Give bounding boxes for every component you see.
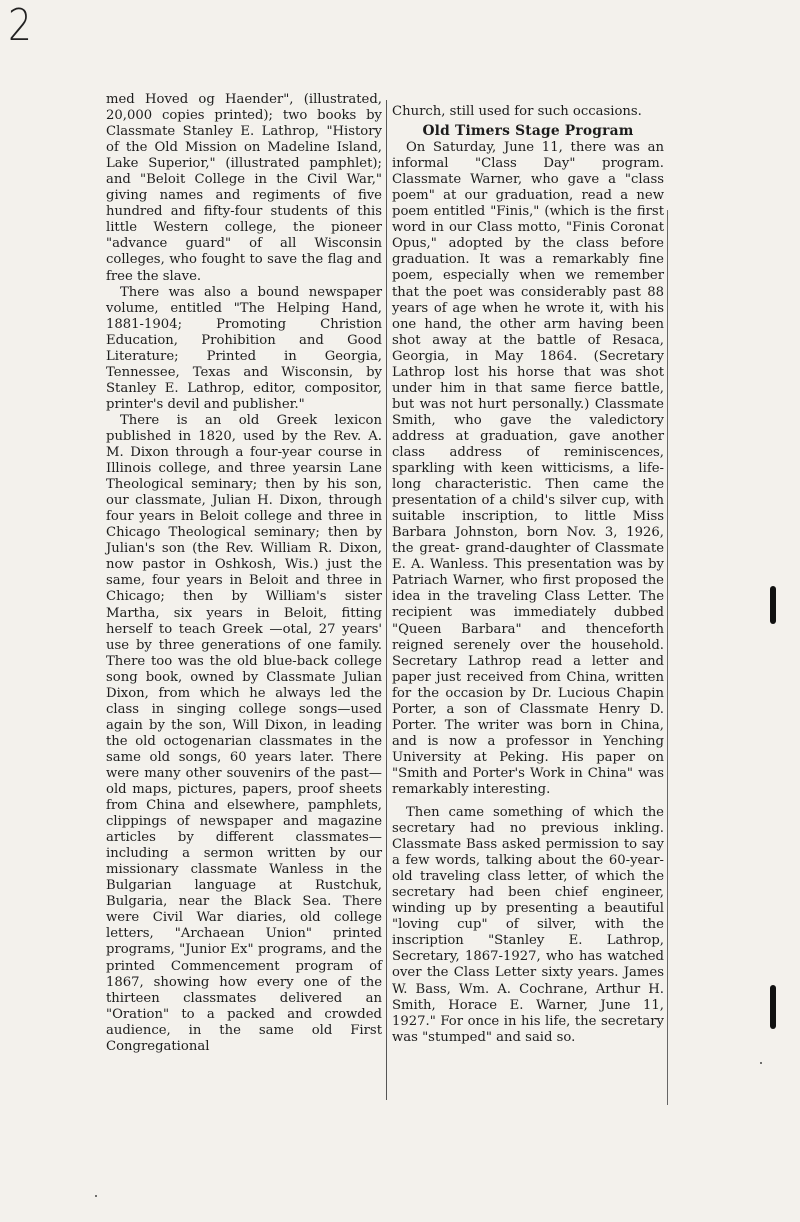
- scan-artifact-mark: [770, 586, 776, 624]
- right-column: [392, 104, 664, 1046]
- article-paragraph: Church, still used for such occasions.: [392, 104, 642, 119]
- article-paragraph: med Hoved og Haender", (illustrated, 20,000 copies printed); two books by Classmate Stanley E. Lathrop, "History of the Old Mission on Madeline Island, Lake Superior," (illustrated pamphlet); and "Beloit College in the Civil War," giving names and regiments of five hundred and fifty-four students of this little Western college, the pioneer "advance guard" of all Wisconsin colleges, who fought to save the flag and free the slave.: [106, 92, 382, 284]
- column-divider: [386, 100, 387, 1100]
- section-headline: Old Timers Stage Program: [422, 123, 634, 140]
- scan-speck: [95, 1195, 97, 1197]
- article-paragraph: Then came something of which the secretary had no previous inkling. Classmate Bass asked permission to say a few words, talking about the 60-year-old traveling class letter, of which the secretary had been chief engineer, winding up by presenting a beautiful "loving cup" of silver, with the inscription "Stanley E. Lathrop, Secretary, 1867-1927, who has watched over the Class Letter sixty years. James W. Bass, Wm. A. Cochrane, Arthur H. Smith, Horace E. Warner, June 11, 1927." For once in his life, the secretary was "stumped" and said so.: [392, 805, 664, 1045]
- article-paragraph: There was also a bound newspaper volume, entitled "The Helping Hand, 1881-1904; Promoting Christion Education, Prohibition and Good Literature; Printed in Georgia, Tennessee, Texas and Wisconsin, by Stanley E. Lathrop, editor, compositor, printer's devil and publisher.": [106, 284, 382, 412]
- article-paragraph: On Saturday, June 11, there was an informal "Class Day" program. Classmate Warner, who gave a "class poem" at our graduation, read a new poem entitled "Finis," (which is the first word in our Class motto, "Finis Coronat Opus," adopted by the class before graduation. It was a remarkably fine poem, especially when we remember that the poet was considerably past 88 years of age when he wrote it, with his one hand, the other arm having been shot away at the battle of Resaca, Georgia, in May 1864. (Secretary Lathrop lost his horse that was shot under him in that same fierce battle, but was not hurt personally.) Classmate Smith, who gave the valedictory address at graduation, gave another class address of reminiscences, sparkling with keen witticisms, a life-long characteristic. Then came the presentation of a child's silver cup, with suitable inscription, to little Miss Barbara Johnston, born Nov. 3, 1926, the great- grand-daughter of Classmate E. A. Wanless. This presentation was by Patriach Warner, who first proposed the idea in the traveling Class Letter. The recipient was immediately dubbed "Queen Barbara" and thenceforth reigned serenely over the household. Secretary Lathrop read a letter and paper just received from China, written for the occasion by Dr. Lucious Chapin Porter, a son of Classmate Henry D. Porter. The writer was born in China, and is now a professor in Yenching University at Peking. His paper on "Smith and Porter's Work in China" was remarkably interesting.: [392, 140, 664, 797]
- page-number: 2: [8, 0, 32, 51]
- left-column: [106, 92, 382, 1055]
- scan-speck: [760, 1062, 762, 1064]
- column-edge-rule: [667, 210, 668, 1105]
- scan-artifact-mark: [770, 985, 776, 1029]
- article-paragraph: There is an old Greek lexicon published in 1820, used by the Rev. A. M. Dixon through a four-year course in Illinois college, and three yearsin Lane Theological seminary; then by his son, our classmate, Julian H. Dixon, through four years in Beloit college and three in Chicago Theological seminary; then by Julian's son (the Rev. William R. Dixon, now pastor in Oshkosh, Wis.) just the same, four years in Beloit and three in Chicago; then by William's sister Martha, six years in Beloit, fitting herself to teach Greek —otal, 27 years' use by three generations of one family. There too was the old blue-back college song book, owned by Classmate Julian Dixon, from which he always led the class in singing college songs—used again by the son, Will Dixon, in leading the old octogenarian classmates in the same old songs, 60 years later. There were many other souvenirs of the past—old maps, pictures, papers, proof sheets from China and elsewhere, pamphlets, clippings of newspaper and magazine articles by different classmates—including a sermon written by our missionary classmate Wanless in the Bulgarian language at Rustchuk, Bulgaria, near the Black Sea. There were Civil War diaries, old college letters, "Archaean Union" printed programs, "Junior Ex" programs, and the printed Commencement program of 1867, showing how every one of the thirteen classmates delivered an "Oration" to a packed and crowded audience, in the same old First Congregational: [106, 412, 382, 1054]
